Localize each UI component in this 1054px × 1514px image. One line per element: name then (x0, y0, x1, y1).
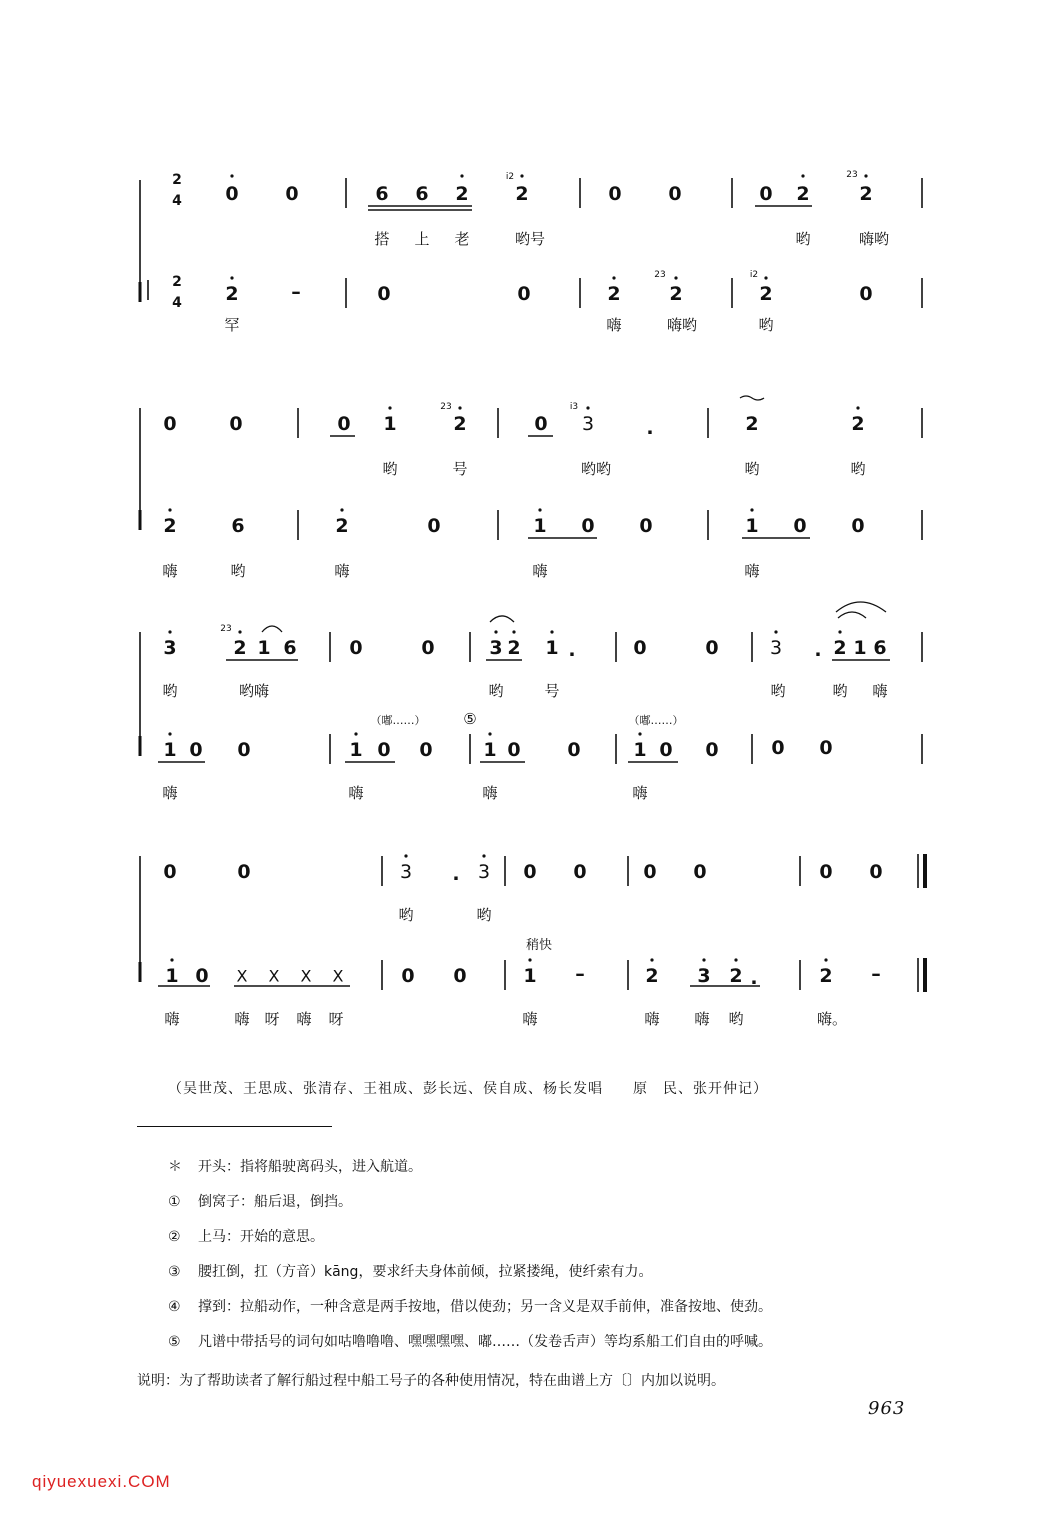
note: 3 (477, 861, 491, 883)
lyric: 哟 (476, 906, 492, 924)
footnote-item (168, 1261, 652, 1281)
note: – (871, 963, 881, 985)
page-number: 963 (868, 1398, 906, 1419)
footnote-mark: ② (168, 1229, 181, 1245)
lyric: 哟 (488, 682, 504, 700)
note: 2 (163, 515, 177, 537)
note: 0 (401, 965, 415, 987)
note: 2 (796, 183, 810, 205)
note: 0 (643, 861, 657, 883)
note: – (291, 281, 301, 303)
note: 0 (659, 739, 673, 761)
note: 2 (515, 183, 529, 205)
lyric: 嗨 (348, 784, 364, 802)
lyric: 哟 (832, 682, 848, 700)
note: 2 (669, 283, 683, 305)
note: 0 (859, 283, 873, 305)
note: 1 (163, 739, 177, 761)
note: 1 (483, 739, 497, 761)
note: 0 (851, 515, 865, 537)
note: 0 (534, 413, 548, 435)
note: 0 (693, 861, 707, 883)
note: . (646, 417, 654, 439)
footnote-item (168, 1226, 324, 1246)
lyric: 罕 (224, 316, 240, 334)
note: 0 (793, 515, 807, 537)
note: 6 (873, 637, 887, 659)
footnote-text: 凡谱中带括号的词句如咕噜噜噜、嘿嘿嘿嘿、嘟……（发卷舌声）等均系船工们自由的呼喊。 (198, 1334, 772, 1350)
note: . (452, 863, 460, 885)
note: 0 (819, 861, 833, 883)
lyric: 哟 (850, 460, 866, 478)
note: 0 (237, 861, 251, 883)
note: 2 (455, 183, 469, 205)
footnote-item (168, 1191, 352, 1211)
grace-note: 23 (440, 402, 452, 412)
lyric: 哟 (728, 1010, 744, 1028)
grace-note: 23 (846, 170, 858, 180)
lyric: 哟 (382, 460, 398, 478)
explanation-note: 说明：为了帮助读者了解行船过程中船工号子的各种使用情况，特在曲谱上方〔〕内加以说明。 (137, 1373, 725, 1389)
performance-annotation: （嘟……） (370, 714, 426, 727)
lyric: 哟 (398, 906, 414, 924)
note: 1 (165, 965, 179, 987)
footnote-text: 撑到：拉船动作，一种含意是两手按地，借以使劲；另一含义是双手前伸，准备按地、使劲。 (198, 1299, 772, 1315)
lyric: 号 (544, 682, 560, 700)
grace-note: 23 (654, 270, 666, 280)
note: 3 (163, 637, 177, 659)
lyric: 嗨 (632, 784, 648, 802)
note: 0 (453, 965, 467, 987)
note: 0 (819, 737, 833, 759)
lyric: 搭 (374, 230, 390, 248)
note: 3 (697, 965, 711, 987)
lyric: 嗨 (482, 784, 498, 802)
note: 6 (375, 183, 389, 205)
lyric: 嗨 (164, 1010, 180, 1028)
note: 0 (195, 965, 209, 987)
note: 0 (517, 283, 531, 305)
note: 3 (769, 637, 783, 659)
note: 2 (507, 637, 521, 659)
performer-credit: （吴世茂、王思成、张清存、王祖成、彭长远、侯自成、杨长发唱 原 民、张开仲记） (168, 1081, 768, 1097)
note: 0 (189, 739, 203, 761)
footnote-item (168, 1296, 772, 1316)
note: 0 (377, 283, 391, 305)
note: 3 (399, 861, 413, 883)
performance-annotation: （嘟……） (628, 714, 684, 727)
note: – (575, 963, 585, 985)
note: 0 (163, 861, 177, 883)
note: 2 (759, 283, 773, 305)
grace-note: i3 (569, 402, 579, 412)
lyric: 嗨。 (816, 1010, 848, 1028)
lyric: 嗨 (744, 562, 760, 580)
lyric: 嗨 (162, 562, 178, 580)
footnote-text: 倒窝子：船后退，倒挡。 (198, 1194, 352, 1210)
lyric: 上 (414, 230, 430, 248)
lyric: 哟 (795, 230, 811, 248)
note: 2 (729, 965, 743, 987)
note: 0 (771, 737, 785, 759)
note: 2 (859, 183, 873, 205)
note: 6 (231, 515, 245, 537)
note: 0 (581, 515, 595, 537)
footnote-text: 上马：开始的意思。 (198, 1229, 324, 1245)
note: 2 (851, 413, 865, 435)
note: 0 (377, 739, 391, 761)
note: 2 (233, 637, 247, 659)
note: 0 (237, 739, 251, 761)
lyric: 嗨 (532, 562, 548, 580)
lyric: 哟 (744, 460, 760, 478)
note: 1 (533, 515, 547, 537)
note: 0 (705, 739, 719, 761)
note: 2 (645, 965, 659, 987)
footnote-text: 腰扛倒，扛（方音）kāng，要求纤夫身体前倾，拉紧搂绳，使纤索有力。 (198, 1264, 653, 1280)
note: 0 (705, 637, 719, 659)
note: 0 (633, 637, 647, 659)
note: 0 (427, 515, 441, 537)
note: 2 (607, 283, 621, 305)
footnote-item (168, 1156, 422, 1176)
note: 0 (163, 413, 177, 435)
lyric: 呀 (328, 1010, 344, 1028)
time-signature-top: 2 (172, 172, 182, 188)
lyric: 嗨 (522, 1010, 538, 1028)
note: 0 (608, 183, 622, 205)
note: 1 (633, 739, 647, 761)
lyric: 哟号 (514, 230, 546, 248)
lyric: 嗨 (334, 562, 350, 580)
lyric: 嗨哟 (666, 316, 698, 334)
note: 0 (507, 739, 521, 761)
footnote-divider (137, 1126, 332, 1127)
note: 1 (349, 739, 363, 761)
lyric: 嗨 (296, 1010, 312, 1028)
grace-note: i2 (749, 270, 759, 280)
note: 1 (545, 637, 559, 659)
note: 0 (573, 861, 587, 883)
note: 0 (523, 861, 537, 883)
lyric: 老 (454, 230, 470, 248)
lyric: 哟嗨 (238, 682, 270, 700)
note: 0 (567, 739, 581, 761)
note: 0 (285, 183, 299, 205)
note: 0 (419, 739, 433, 761)
note: X (268, 966, 280, 986)
lyric: 嗨 (872, 682, 888, 700)
lyric: 哟 (162, 682, 178, 700)
note: 2 (819, 965, 833, 987)
note: 2 (745, 413, 759, 435)
note: . (814, 639, 822, 661)
footnote-mark: ① (168, 1194, 181, 1210)
note: 2 (335, 515, 349, 537)
time-signature-bottom: 4 (172, 295, 182, 311)
lyric: 呀 (264, 1010, 280, 1028)
note: 0 (869, 861, 883, 883)
note: 0 (759, 183, 773, 205)
note: 6 (415, 183, 429, 205)
note: 0 (668, 183, 682, 205)
note: 1 (257, 637, 271, 659)
footnote-reference: ⑤ (463, 710, 477, 728)
note: 0 (337, 413, 351, 435)
footnote-mark: ④ (168, 1299, 181, 1315)
lyric: 哟 (230, 562, 246, 580)
time-signature-top: 2 (172, 274, 182, 290)
note: 1 (853, 637, 867, 659)
grace-note: 23 (220, 624, 232, 634)
note: 2 (453, 413, 467, 435)
footnote-mark: ⑤ (168, 1334, 181, 1350)
lyric: 哟 (758, 316, 774, 334)
footnote-text: 开头：指将船驶离码头，进入航道。 (198, 1159, 422, 1175)
footnote-mark: ③ (168, 1264, 181, 1280)
tempo-marking: 稍快 (525, 938, 553, 953)
note: . (568, 639, 576, 661)
grace-note: i2 (505, 172, 515, 182)
site-watermark: qiyuexuexi.COM (32, 1472, 171, 1491)
lyric: 号 (452, 460, 468, 478)
note: 6 (283, 637, 297, 659)
lyric: 哟 (770, 682, 786, 700)
note: X (332, 966, 344, 986)
note: 0 (229, 413, 243, 435)
lyric: 嗨 (606, 316, 622, 334)
note: 0 (225, 183, 239, 205)
note: 0 (639, 515, 653, 537)
note: 3 (581, 413, 595, 435)
footnote-mark: ＊ (168, 1159, 182, 1175)
lyric: 哟哟 (580, 460, 612, 478)
lyric: 嗨 (694, 1010, 710, 1028)
note: 3 (489, 637, 503, 659)
note: 0 (349, 637, 363, 659)
time-signature-bottom: 4 (172, 193, 182, 209)
note: . (750, 967, 758, 989)
lyric: 嗨 (644, 1010, 660, 1028)
lyric: 嗨 (234, 1010, 250, 1028)
note: 0 (421, 637, 435, 659)
note: 2 (833, 637, 847, 659)
note: 1 (383, 413, 397, 435)
note: X (300, 966, 312, 986)
lyric: 嗨哟 (858, 230, 890, 248)
note: 1 (745, 515, 759, 537)
lyric: 嗨 (162, 784, 178, 802)
note: X (236, 966, 248, 986)
note: 1 (523, 965, 537, 987)
footnote-item (168, 1331, 772, 1351)
note: 2 (225, 283, 239, 305)
